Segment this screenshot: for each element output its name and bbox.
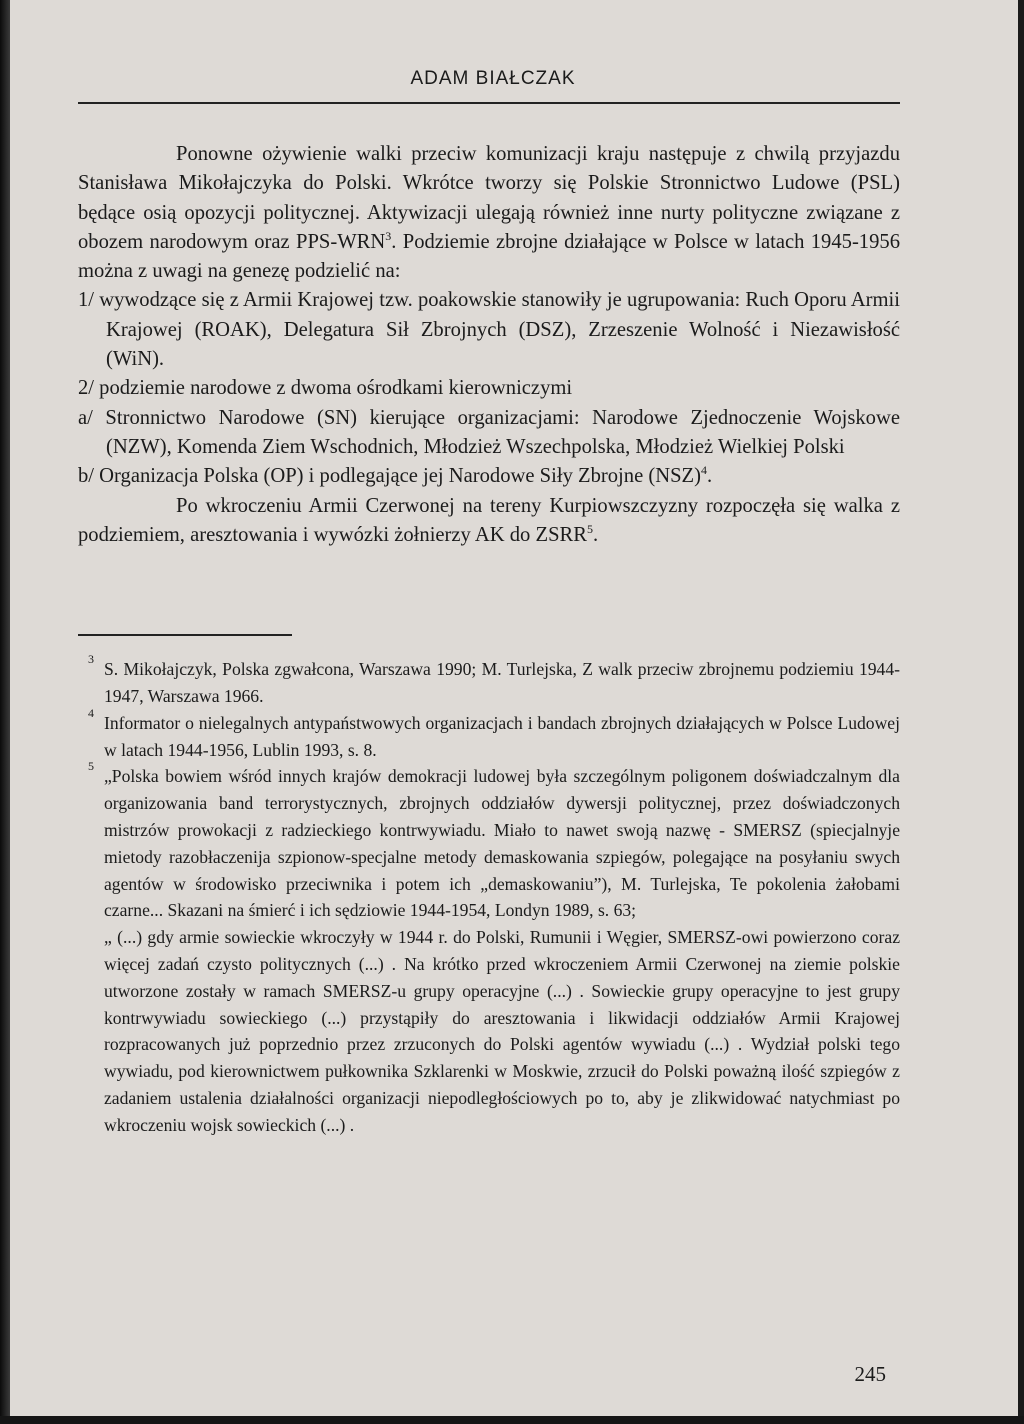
footnote-text: S. Mikołajczyk, Polska zgwałcona, Warszawa 1990; M. Turlejska, Z walk przeciw zbrojnemu podziemiu 1944-1947, Warszawa 1966.	[104, 659, 900, 706]
list-item-2b-text: b/ Organizacja Polska (OP) i podlegające jej Narodowe Siły Zbrojne (NSZ)	[78, 465, 701, 488]
paragraph-2	[78, 492, 900, 551]
footnote-ref-5: 5	[587, 522, 594, 536]
book-page	[10, 0, 1018, 1416]
list-item-1: 1/ wywodzące się z Armii Krajowej tzw. poakowskie stanowiły je ugrupowania: Ruch Oporu Armii Krajowej (ROAK), Delegatura Sił Zbrojnych (DSZ), Zrzeszenie Wolność i Niezawisłość (WiN).	[78, 289, 900, 371]
footnote-3	[78, 652, 900, 710]
paragraph-1	[78, 140, 900, 286]
scan-bottom-edge	[0, 1416, 1024, 1424]
header-rule	[78, 102, 900, 104]
running-head: ADAM BIAŁCZAK	[410, 68, 576, 89]
paragraph-1-text: Ponowne ożywienie walki przeciw komunizacji kraju następuje z chwilą przyjazdu Stanisława Mikołajczyka do Polski. Wkrótce tworzy się Polskie Stronnictwo Ludowe (PSL) będące osią opozycji politycznej. Aktywizacji ulegają również inne nurty polityczne związane z obozem narodowym oraz PPS-WRN	[78, 143, 900, 253]
paragraph-2-text: Po wkroczeniu Armii Czerwonej na tereny Kurpiowszczyzny rozpoczęła się walka z podziemiem, aresztowania i wywózki żołnierzy AK do ZSRR	[78, 494, 900, 546]
page-content	[78, 60, 900, 1139]
footnote-5-continuation: „ (...) gdy armie sowieckie wkroczyły w 1944 r. do Polski, Rumunii i Węgier, SMERSZ-owi powierzono coraz więcej zadań czysto politycznych (...) . Na krótko przed wkroczeniem Armii Czerwonej na ziemie polskie utworzone zostały w ramach SMERSZ-u grupy operacyjne (...) . Sowieckie grupy operacyjne to jest grupy kontrwywiadu sowieckiego (...) przystąpiły do aresztowania i likwidacji oddziałów Armii Krajowej rozpracowanych już poprzednio przez zrzuconych do Polski agentów wywiadu (...) . Wydział polski tego wywiadu, pod kierownictwem pułkownika Szklarenki w Moskwie, zrzucił do Polski poważną ilość szpiegów z zadaniem ustalenia działalności organizacji niepodległościowych po to, aby je zlikwidować natychmiast po wkroczeniu wojsk sowieckich (...) .	[104, 927, 900, 1135]
list-item-2b	[78, 462, 900, 491]
scan-left-edge	[0, 0, 10, 1424]
footnote-number: 3	[88, 652, 94, 667]
main-text	[78, 140, 900, 550]
footnotes	[78, 652, 900, 1138]
list-item-2a: a/ Stronnictwo Narodowe (SN) kierujące organizacjami: Narodowe Zjednoczenie Wojskowe (NZW), Komenda Ziem Wschodnich, Młodzież Wszechpolska, Młodzież Wielkiej Polski	[78, 406, 900, 458]
footnote-5	[78, 759, 900, 924]
page-number: 245	[854, 1362, 886, 1386]
list-item-2b-end: .	[706, 465, 713, 488]
footnote-rule	[78, 634, 292, 636]
list-item-2: 2/ podziemie narodowe z dwoma ośrodkami kierowniczymi	[78, 377, 573, 400]
footnote-number: 4	[88, 705, 94, 720]
footnote-ref-4: 4	[700, 463, 707, 478]
footnote-4	[78, 705, 900, 764]
footnote-text: Informator o nielegalnych antypaństwowych organizacjach i bandach zbrojnych działających w Polsce Ludowej w latach 1944-1956, Lublin 1993, s. 8.	[104, 712, 900, 760]
paragraph-1-end: . Podziemie zbrojne działające w Polsce w latach 1945-1956 można z uwagi na genezę podzielić na:	[78, 230, 900, 283]
paragraph-2-end: .	[593, 523, 599, 546]
footnote-ref-3: 3	[385, 229, 392, 244]
footnote-text: „Polska bowiem wśród innych krajów demokracji ludowej była szczególnym poligonem doświadczalnym dla organizowania band terrorystycznych, zbrojnych oddziałów dywersji politycznej, przez doświadczonych mistrzów prowokacji z radzieckiego kontrwywiadu. Miało to nawet swoją nazwę - SMERSZ (spiecjalnyje mietody razobłaczenija szpionow-specjalne metody demaskowania szpiegów, polegające na posyłaniu swych agentów w środowisko przeciwnika i potem ich „demaskowaniu”), M. Turlejska, Te pokolenia żałobami czarne... Skazani na śmierć i ich sędziowie 1944-1954, Londyn 1989, s. 63;	[104, 766, 900, 921]
footnote-number: 5	[88, 759, 94, 774]
